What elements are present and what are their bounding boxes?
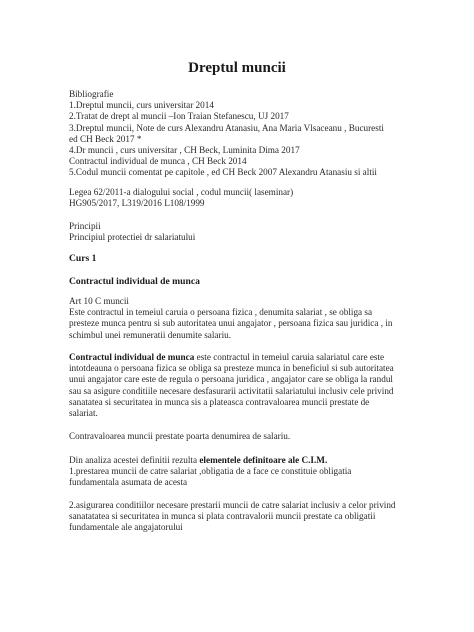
definition-text-line: intotdeauna o persoana fizica se obliga sa presteze munca in beneficiul si sub autoritatea <box>69 363 394 374</box>
element-one-line: fundamentala asumata de acesta <box>69 477 188 488</box>
bibliography-item: 1.Dreptul muncii, curs universitar 2014 <box>69 100 214 111</box>
analysis-prefix: Din analiza acestei definitii rezulta <box>69 455 200 465</box>
article-reference: Art 10 C muncii <box>69 296 129 306</box>
bibliography-heading: Bibliografie <box>69 89 114 99</box>
salary-definition: Contravaloarea muncii prestate poarta denumirea de salariu. <box>69 431 291 441</box>
bibliography-item: 2.Tratat de drept al muncii –Ion Traian Stefanescu, UJ 2017 <box>69 111 289 122</box>
analysis-line <box>69 455 409 466</box>
course-subheading: Contractul individual de munca <box>69 276 200 287</box>
definition-text-line: unui angajator care este de regula o persoana juridica , angajator care se obliga la randul <box>69 374 393 385</box>
bibliography-item: 3.Dreptul muncii, Note de curs Alexandru Atanasiu, Ana Maria Vlsaceanu , Bucuresti <box>69 122 384 133</box>
definition-first-line <box>69 352 409 363</box>
definition-text: este contractul in temeiul caruia salariatul care este <box>194 352 385 362</box>
analysis-section <box>69 455 409 489</box>
definition-term: Contractul individual de munca <box>69 352 195 362</box>
bibliography-item: ed CH Beck 2017 * <box>69 133 142 144</box>
element-two-line: sanatatatea si securitatea in munca si plata contravalorii muncii prestate ca obligatii <box>69 511 376 522</box>
principles-heading: Principii <box>69 221 101 231</box>
bibliography-section <box>69 89 409 179</box>
article-text-line: presteze munca pentru si sub autoritatea unui angajator , persoana fizica sau juridica , in <box>69 318 393 329</box>
article-text-line: Este contractul in temeiul caruia o persoana fizica , denumita salariat , se obliga sa <box>69 307 373 318</box>
law-reference: Legea 62/2011-a dialogului social , codul muncii( laseminar) <box>69 187 294 197</box>
bibliography-item: 4.Dr muncii , curs universitar , CH Beck, Luminita Dima 2017 <box>69 145 300 156</box>
definition-text-line: salariat. <box>69 408 98 419</box>
principle-item: Principiul protectiei dr salariatului <box>69 232 196 243</box>
definition-paragraph <box>69 352 409 419</box>
course-heading: Curs 1 <box>69 253 97 264</box>
element-two-line: 2.asigurarea conditiilor necesare prestarii muncii de catre salariat inclusiv a celor privind <box>69 500 396 510</box>
element-two-line: fundamentale ale angajatorului <box>69 522 183 533</box>
bibliography-item: 5.Codul muncii comentat pe capitole , ed CH Beck 2007 Alexandru Atanasiu si altii <box>69 167 377 178</box>
definition-text-line: sau sa asigure conditiile necesare desfasurarii activitatii salariatului inclusiv cele privind <box>69 385 394 396</box>
principles-section <box>69 221 409 243</box>
bibliography-item: Contractul individual de munca , CH Beck 2014 <box>69 156 247 167</box>
element-one-line: 1.prestarea muncii de catre salariat ,obligatia de a face ce constituie obligatia <box>69 466 352 477</box>
page-title: Dreptul muncii <box>188 60 286 76</box>
laws-section <box>69 187 409 209</box>
definition-text-line: sanatatea si securitatea in munca sis a plateasca contravaloarea muncii prestate de <box>69 396 370 407</box>
article-section <box>69 296 409 341</box>
article-text-line: schimbul unei remuneratii denumite salariu. <box>69 329 232 340</box>
law-reference: HG905/2017, L319/2016 L108/1999 <box>69 198 205 209</box>
element-two-section <box>69 500 409 534</box>
analysis-emphasis: elementele definitoare ale C.I.M. <box>199 455 328 465</box>
